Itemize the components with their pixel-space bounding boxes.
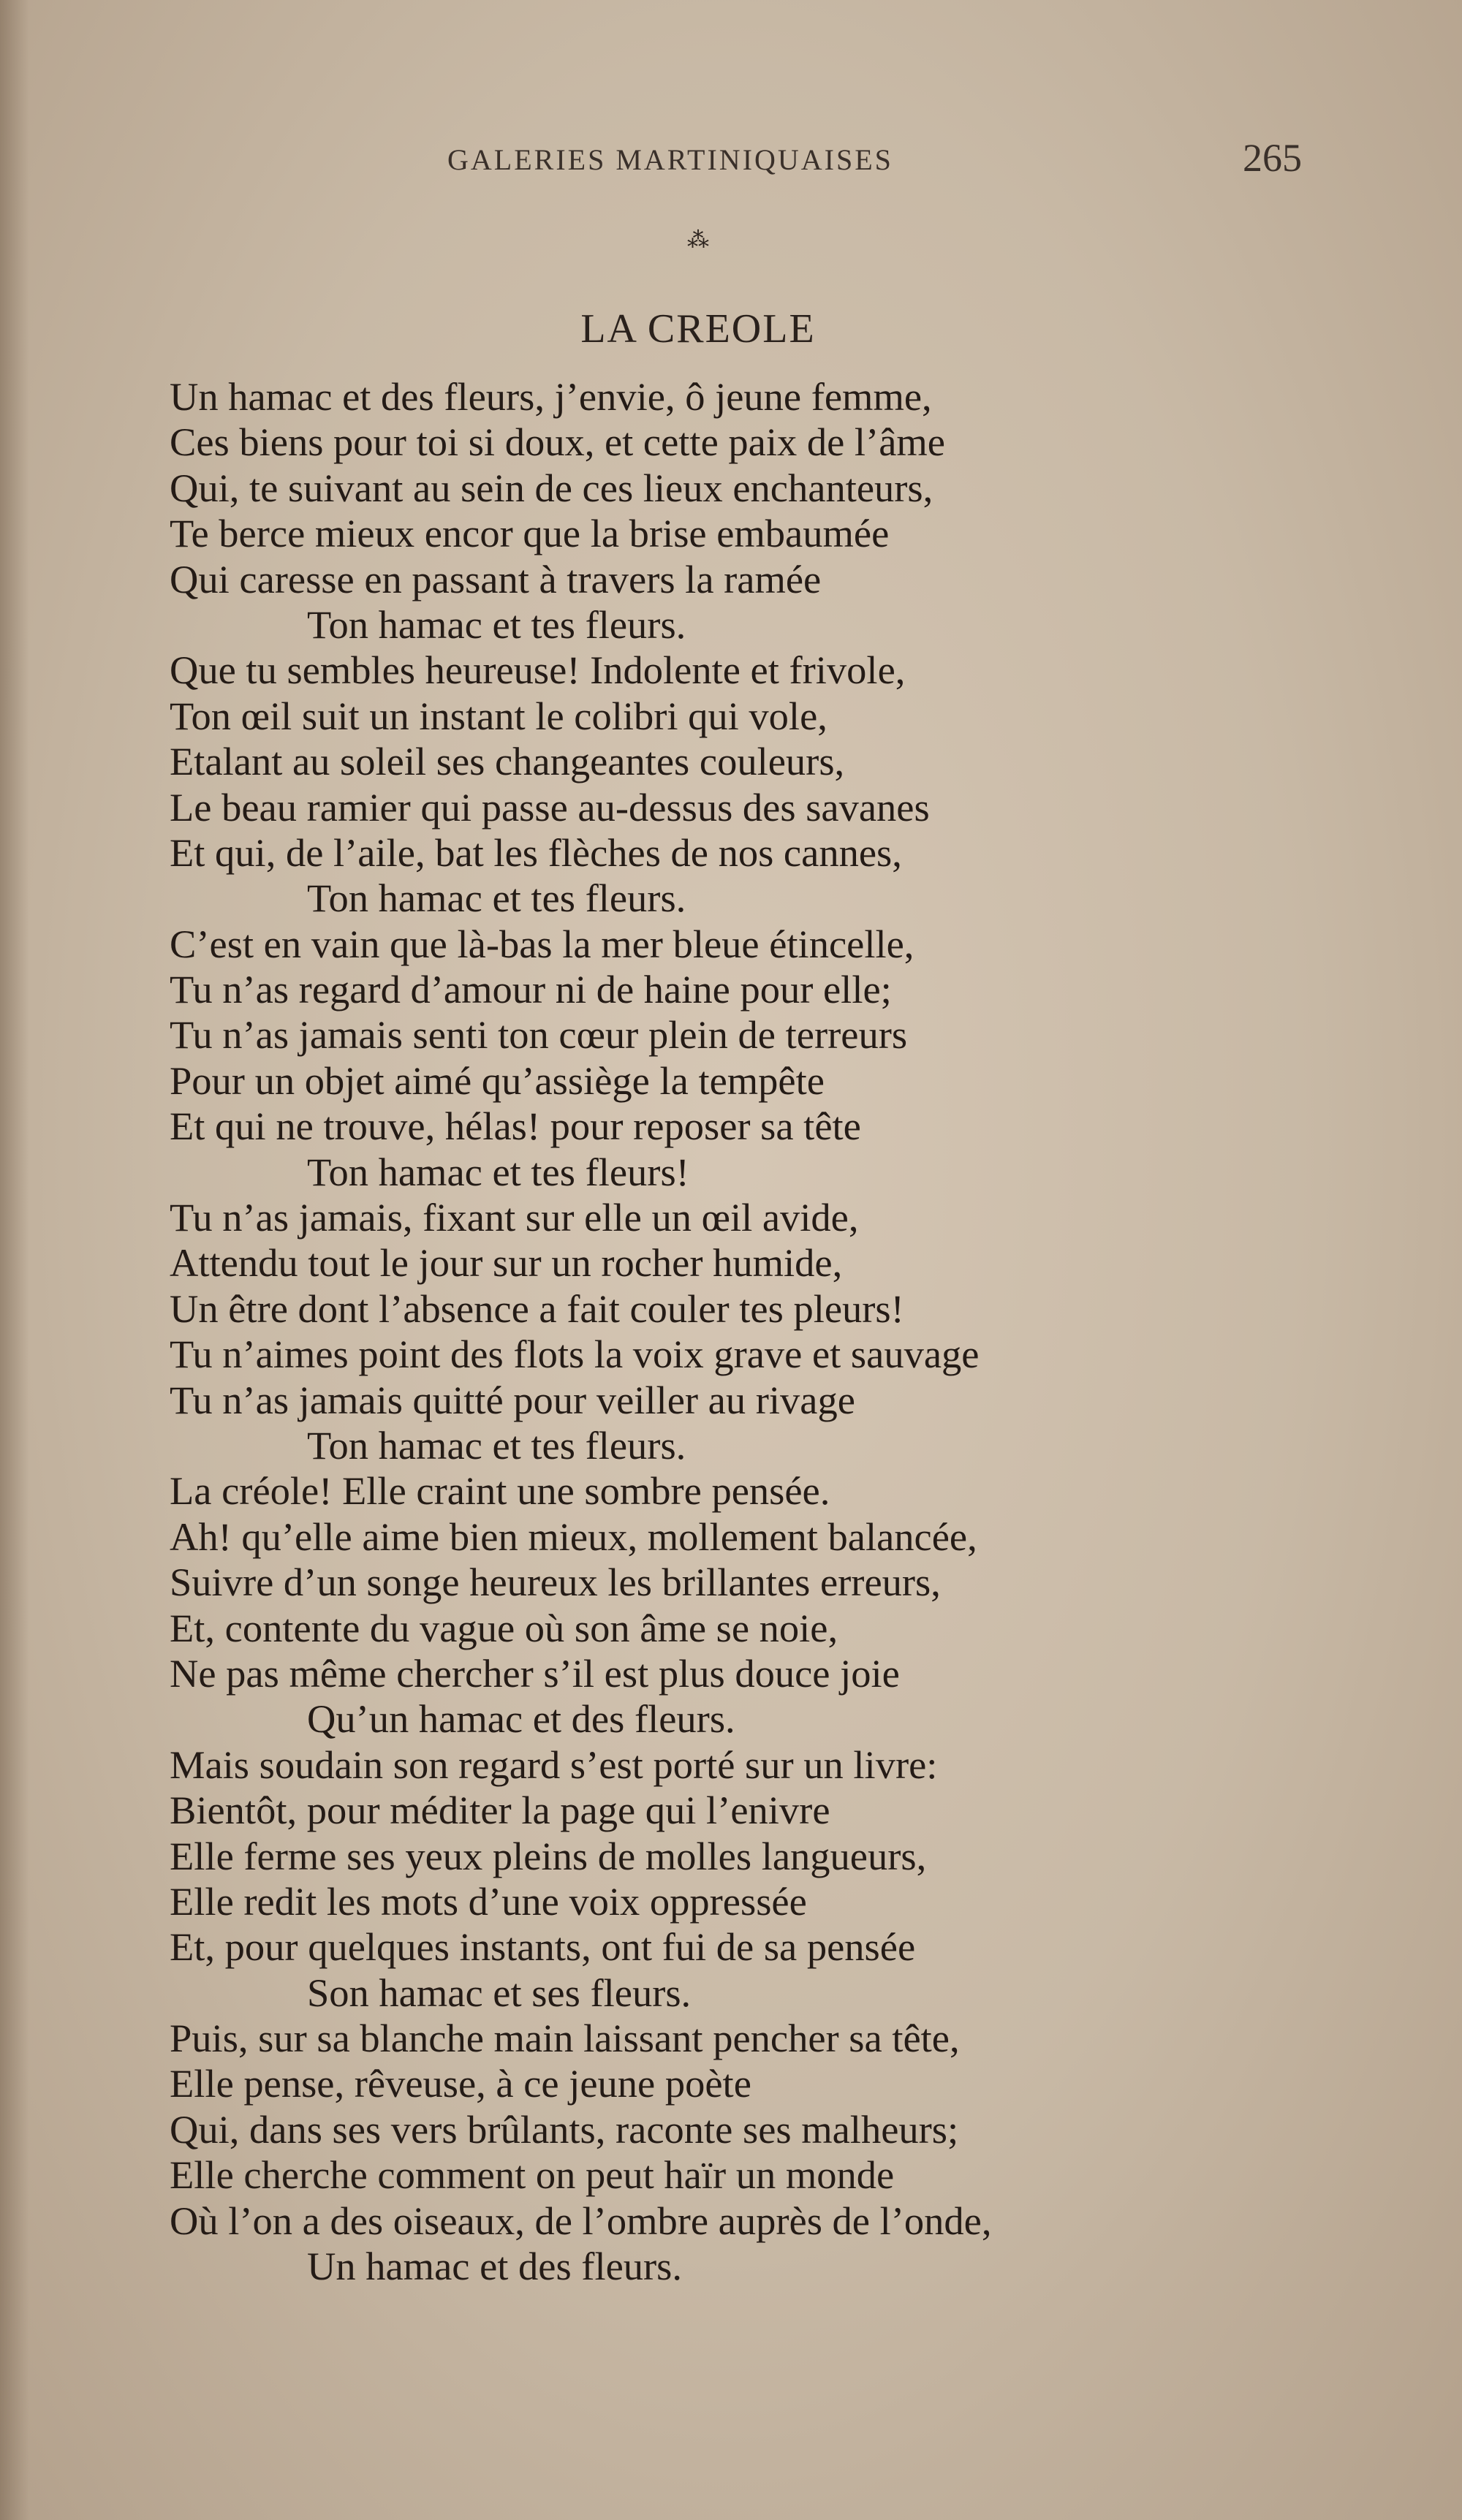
poem-refrain-line: Qu’un hamac et des fleurs.: [307, 1696, 735, 1742]
running-title: GALERIES MARTINIQUAISES: [447, 143, 893, 176]
poem-line: Puis, sur sa blanche main laissant pencher sa tête,: [170, 2016, 960, 2061]
poem-line: Elle cherche comment on peut haïr un monde: [170, 2152, 895, 2198]
page-edge-shadow: [0, 0, 29, 2520]
poem-line: C’est en vain que là-bas la mer bleue étincelle,: [170, 921, 914, 966]
poem-body: [170, 374, 1310, 2289]
poem-line: Le beau ramier qui passe au-dessus des savanes: [170, 784, 930, 830]
poem-line: Elle redit les mots d’une voix oppressée: [170, 1878, 807, 1924]
poem-line: Ton œil suit un instant le colibri qui vole,: [170, 693, 827, 738]
poem-refrain-line: Ton hamac et tes fleurs.: [307, 1422, 686, 1468]
poem-line: Que tu sembles heureuse! Indolente et frivole,: [170, 648, 906, 693]
poem-refrain-line: Ton hamac et tes fleurs.: [307, 876, 686, 921]
poem-line: Et qui, de l’aile, bat les flèches de nos cannes,: [170, 830, 902, 875]
poem-line: Te berce mieux encor que la brise embaumée: [170, 511, 890, 556]
poem-line: Où l’on a des oiseaux, de l’ombre auprès de l’onde,: [170, 2198, 992, 2243]
poem-line: Etalant au soleil ses changeantes couleurs,: [170, 739, 845, 784]
poem-line: Ah! qu’elle aime bien mieux, mollement balancée,: [170, 1514, 977, 1559]
poem-line: Elle pense, rêveuse, à ce jeune poète: [170, 2061, 751, 2106]
poem-line: Tu n’aimes point des flots la voix grave et sauvage: [170, 1332, 980, 1377]
poem-line: Ces biens pour toi si doux, et cette paix de l’âme: [170, 420, 945, 465]
poem-line: Tu n’as regard d’amour ni de haine pour elle;: [170, 967, 892, 1012]
poem-line: Suivre d’un songe heureux les brillantes erreurs,: [170, 1560, 941, 1605]
poem-line: Tu n’as jamais, fixant sur elle un œil avide,: [170, 1195, 859, 1240]
poem-line: Qui caresse en passant à travers la ramée: [170, 556, 822, 601]
poem-title: LA CREOLE: [580, 306, 816, 352]
poem-line: Un hamac et des fleurs, j’envie, ô jeune femme,: [170, 374, 932, 419]
poem-line: Un être dont l’absence a fait couler tes pleurs!: [170, 1286, 904, 1331]
poem-line: Et qui ne trouve, hélas! pour reposer sa tête: [170, 1104, 861, 1149]
poem-line: Et, contente du vague où son âme se noie,: [170, 1605, 838, 1650]
poem-line: La créole! Elle craint une sombre pensée.: [170, 1468, 830, 1514]
poem-line: Ne pas même chercher s’il est plus douce joie: [170, 1650, 900, 1696]
poem-line: Qui, te suivant au sein de ces lieux enchanteurs,: [170, 465, 933, 510]
page-number: 265: [1243, 136, 1302, 180]
poem-refrain-line: Ton hamac et tes fleurs!: [307, 1149, 689, 1194]
poem-line: Pour un objet aimé qu’assiège la tempête: [170, 1058, 825, 1103]
asterism-ornament: ⁂: [687, 228, 709, 252]
poem-line: Qui, dans ses vers brûlants, raconte ses malheurs;: [170, 2106, 959, 2152]
poem-line: Tu n’as jamais senti ton cœur plein de terreurs: [170, 1012, 908, 1058]
poem-line: Elle ferme ses yeux pleins de molles langueurs,: [170, 1833, 927, 1878]
poem-line: Mais soudain son regard s’est porté sur un livre:: [170, 1742, 938, 1787]
poem-line: Et, pour quelques instants, ont fui de sa pensée: [170, 1924, 916, 1970]
poem-line: Bientôt, pour méditer la page qui l’enivre: [170, 1788, 830, 1833]
poem-refrain-line: Ton hamac et tes fleurs.: [307, 601, 686, 647]
poem-refrain-line: Son hamac et ses fleurs.: [307, 1970, 692, 2015]
poem-line: Attendu tout le jour sur un rocher humide,: [170, 1240, 843, 1286]
poem-refrain-line: Un hamac et des fleurs.: [307, 2244, 683, 2289]
poem-line: Tu n’as jamais quitté pour veiller au rivage: [170, 1377, 855, 1422]
